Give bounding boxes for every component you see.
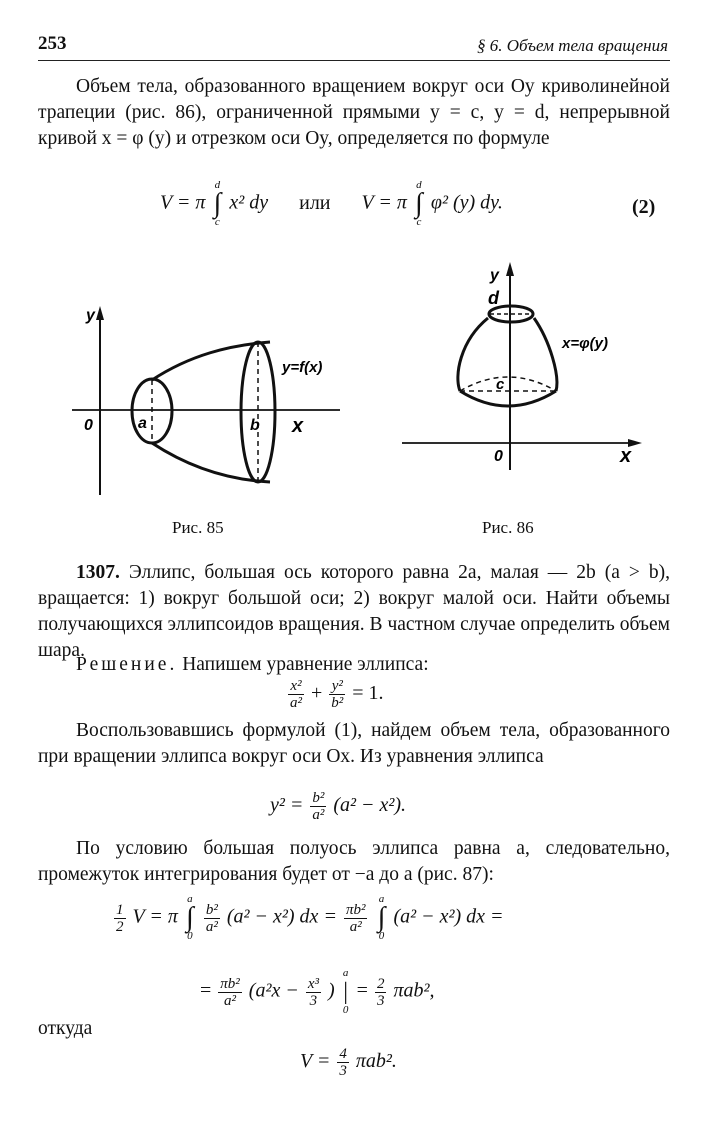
- formula-2-right: V = π: [361, 191, 407, 214]
- problem-number: 1307.: [76, 562, 120, 583]
- fig85-origin-label: 0: [84, 417, 93, 434]
- paragraph-3: По условию большая полуось эллипса равна a, следовательно, промежуток интегрирования будет от −a до a (рис. 87):: [38, 838, 670, 885]
- figure-86: [400, 256, 650, 474]
- formula-2-left-integrand: x² dy: [229, 191, 269, 214]
- integral-equation-line-2: = $\frac{\text{πb²}}{\text{a²}}$ (a²x − $\frac{\text{x³}}{3}$ ) a | 0 = $\frac{2}{3}$ πab²,: [200, 967, 435, 1016]
- formula-2-left: V = π: [160, 191, 206, 214]
- problem-text: Эллипс, большая ось которого равна 2a, малая — 2b (a > b), вращается: 1) вокруг большой оси; 2) вокруг малой оси. Найти объемы получающихся эллипсоидов вращения. В частном случае определить объем шара.: [38, 562, 670, 661]
- left-curve: [458, 318, 488, 391]
- fig86-origin-label: 0: [494, 448, 503, 465]
- header-rule: [38, 60, 670, 61]
- solution-word: Решение.: [76, 654, 178, 675]
- paragraph-2: Воспользовавшись формулой (1), найдем объем тела, образованного при вращении эллипса вокруг оси Ox. Из уравнения эллипса: [38, 720, 670, 767]
- problem-1307: [38, 560, 670, 664]
- fig86-d-label: d: [488, 288, 499, 308]
- integral-sign: d ∫ c: [213, 179, 222, 228]
- solution-text: Напишем уравнение эллипса:: [182, 654, 429, 675]
- fig86-c-label: c: [496, 376, 505, 393]
- formula-2-right-integrand: φ² (y) dy.: [430, 191, 503, 214]
- y2-equation: y² = $\frac{\text{b²}}{\text{a²}}$ (a² − x²).: [270, 790, 407, 823]
- fig86-caption: Рис. 86: [482, 518, 534, 537]
- fig85-a-label: a: [138, 415, 147, 432]
- y-axis-arrow: [96, 306, 104, 320]
- intro-paragraph: Объем тела, образованного вращением вокруг оси Oy криволинейной трапеции (рис. 86), ограниченной прямыми y = c, y = d, непрерывной кривой x = φ (y) и отрезком оси Oy, определяется по формуле: [38, 76, 670, 149]
- fig85-curve-label: y=f(x): [282, 359, 323, 376]
- right-curve: [534, 318, 557, 391]
- fig86-x-label: x: [620, 445, 632, 467]
- running-title: § 6. Объем тела вращения: [477, 36, 668, 55]
- fig85-y-label: y: [86, 307, 95, 324]
- ellipse-equation: $\frac{\text{x²}}{\text{a²}}$ + $\frac{\text{y²}}{\text{b²}}$ = 1.: [290, 678, 384, 711]
- formula-2: [160, 180, 503, 228]
- y-axis-arrow: [506, 262, 514, 276]
- fig85-x-label: x: [292, 415, 304, 437]
- integral-sign: d ∫ c: [415, 179, 423, 228]
- fig85-b-label: b: [250, 417, 260, 434]
- fig85-caption: Рис. 85: [172, 518, 224, 537]
- fig86-y-label: y: [490, 267, 499, 284]
- figure-85: [60, 300, 360, 500]
- page-number: 253: [38, 33, 67, 54]
- formula-2-number: (2): [632, 196, 656, 218]
- fig86-curve-label: x=φ(y): [562, 335, 608, 352]
- final-equation: V = $\frac{4}{3}$ πab².: [300, 1046, 397, 1079]
- bottom-ellipse-front: [460, 391, 556, 406]
- integral-equation-line-1: $\frac{1}{2}$ V = π a ∫ 0 $\frac{\text{b²}}{\text{a²}}$ (a² − x²) dx = $\frac{\text{πb²}}{\text{a²}}$ a ∫ 0 (a² − x²) dx =: [116, 893, 504, 942]
- otkuda-text: откуда: [38, 1018, 93, 1039]
- solution-line: [38, 652, 670, 678]
- formula-2-connector: или: [299, 191, 331, 214]
- bottom-ellipse-back: [460, 377, 556, 391]
